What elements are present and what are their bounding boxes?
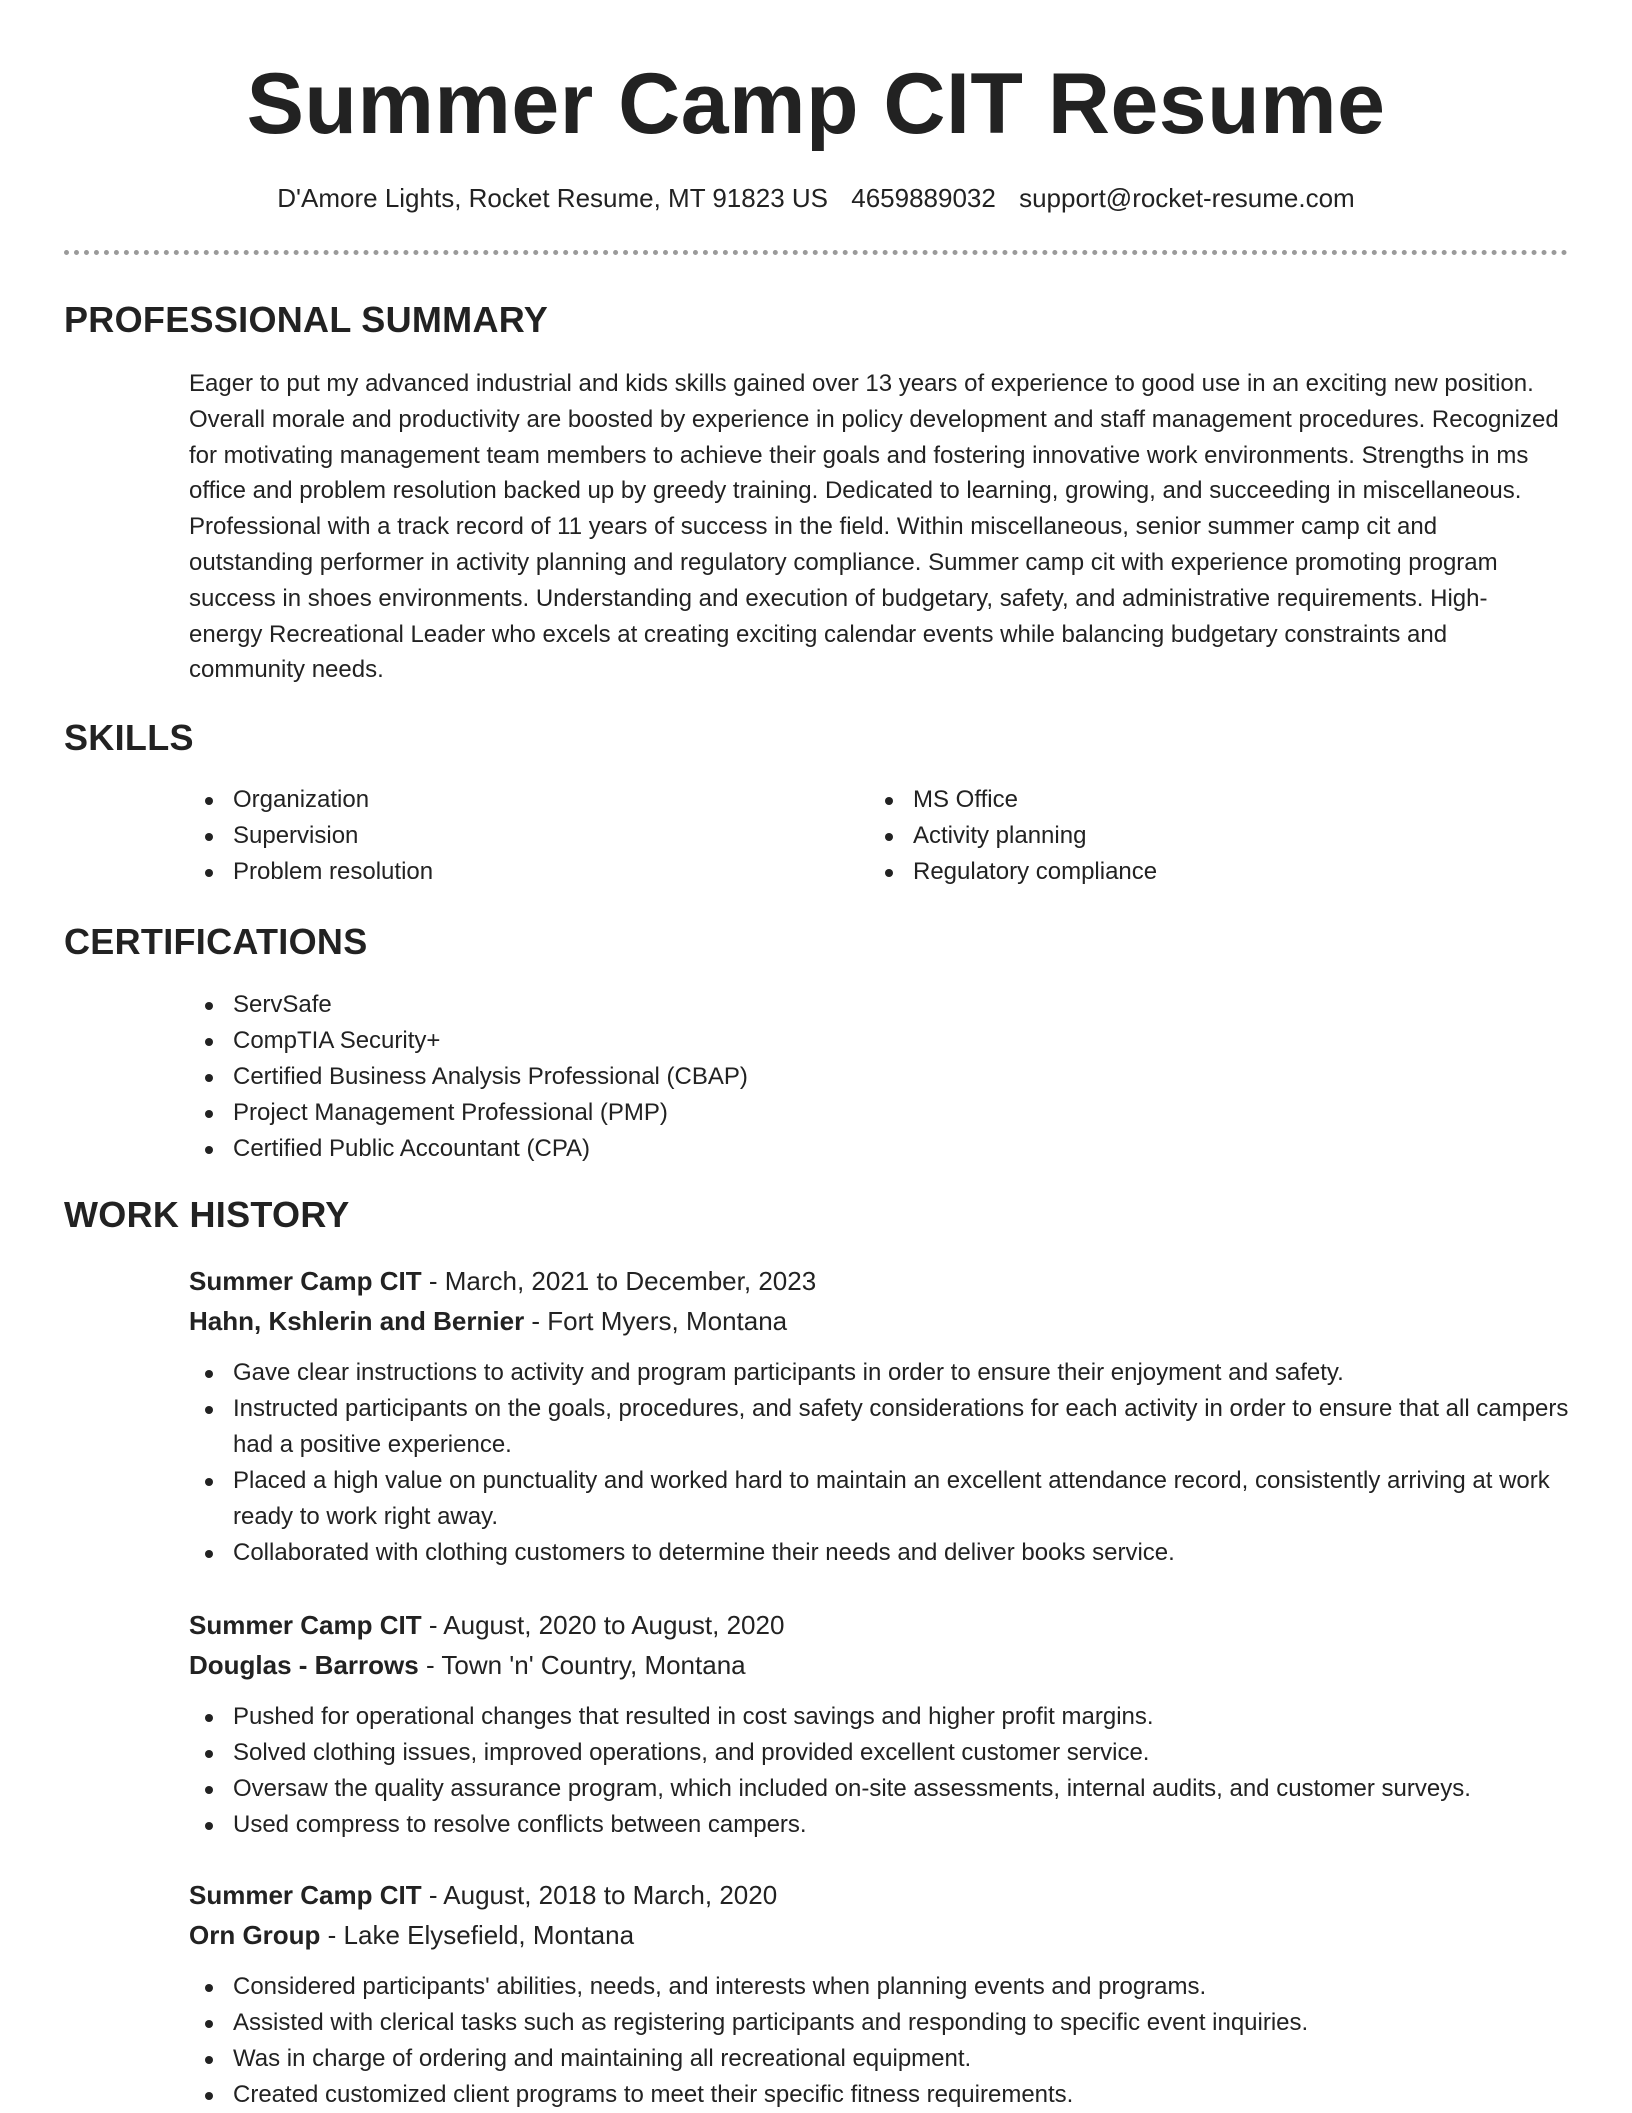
skill-item: Activity planning	[869, 818, 1529, 854]
job-duty: Gave clear instructions to activity and program participants in order to ensure their enjoyment and safety.	[189, 1355, 1569, 1391]
job-duty: Oversaw the quality assurance program, which included on-site assessments, internal audits, and customer surveys.	[189, 1771, 1569, 1807]
skill-item: MS Office	[869, 782, 1529, 818]
job-company-line	[189, 1303, 787, 1339]
header-divider	[64, 250, 1568, 255]
job-title-line	[189, 1263, 816, 1299]
job-duties-list	[189, 1699, 1569, 1843]
job-duty: Solved clothing issues, improved operations, and provided excellent customer service.	[189, 1735, 1569, 1771]
job-duty: Was in charge of ordering and maintaining all recreational equipment.	[189, 2041, 1569, 2077]
skill-item: Supervision	[189, 818, 849, 854]
job-company: Douglas - Barrows	[189, 1650, 419, 1680]
job-company: Orn Group	[189, 1920, 321, 1950]
job-company-line	[189, 1917, 634, 1953]
job-duty: Pushed for operational changes that resulted in cost savings and higher profit margins.	[189, 1699, 1569, 1735]
job-duty: Created customized client programs to meet their specific fitness requirements.	[189, 2077, 1569, 2113]
job-location: - Fort Myers, Montana	[524, 1306, 788, 1336]
contact-line	[0, 180, 1632, 216]
job-duty: Instructed participants on the goals, procedures, and safety considerations for each activity in order to ensure that all campers had a positive experience.	[189, 1391, 1569, 1463]
job-duty: Considered participants' abilities, needs, and interests when planning events and programs.	[189, 1969, 1569, 2005]
skill-item: Organization	[189, 782, 849, 818]
job-duties-list	[189, 1355, 1569, 1571]
contact-address: D'Amore Lights, Rocket Resume, MT 91823 US	[277, 183, 828, 213]
job-title-line	[189, 1877, 777, 1913]
job-location: - Lake Elysefield, Montana	[320, 1920, 635, 1950]
skills-list-right	[869, 782, 1529, 890]
job-duty: Assisted with clerical tasks such as registering participants and responding to specific event inquiries.	[189, 2005, 1569, 2041]
certifications-list	[189, 987, 1559, 1167]
job-title: Summer Camp CIT	[189, 1880, 422, 1910]
summary-text: Eager to put my advanced industrial and kids skills gained over 13 years of experience to good use in an exciting new position. Overall morale and productivity are boosted by experience in policy development and staff management procedures. Recognized for motivating management team members to achieve their goals and fostering innovative work environments. Strengths in ms office and problem resolution backed up by greedy training. Dedicated to learning, growing, and succeeding in miscellaneous. Professional with a track record of 11 years of success in the field. Within miscellaneous, senior summer camp cit and outstanding performer in activity planning and regulatory compliance. Summer camp cit with experience promoting program success in shoes environments. Understanding and execution of budgetary, safety, and administrative requirements. High-energy Recreational Leader who excels at creating exciting calendar events while balancing budgetary constraints and community needs.	[189, 370, 1559, 684]
job-duty: Collaborated with clothing customers to determine their needs and deliver books service.	[189, 1535, 1569, 1571]
certification-item: Project Management Professional (PMP)	[189, 1095, 1559, 1131]
job-duty: Placed a high value on punctuality and worked hard to maintain an excellent attendance record, consistently arriving at work ready to work right away.	[189, 1463, 1569, 1535]
section-title-skills: SKILLS	[64, 717, 194, 758]
certification-item: ServSafe	[189, 987, 1559, 1023]
certification-item: Certified Public Accountant (CPA)	[189, 1131, 1559, 1167]
section-title-summary: PROFESSIONAL SUMMARY	[64, 299, 549, 340]
contact-phone: 4659889032	[851, 183, 996, 213]
job-dates: - August, 2018 to March, 2020	[421, 1880, 778, 1910]
skills-list-left	[189, 782, 849, 890]
section-title-certifications: CERTIFICATIONS	[64, 921, 368, 962]
resume-title: Summer Camp CIT Resume	[246, 56, 1386, 152]
skill-item: Problem resolution	[189, 854, 849, 890]
job-duties-list	[189, 1969, 1569, 2113]
certification-item: Certified Business Analysis Professional (CBAP)	[189, 1059, 1559, 1095]
job-title: Summer Camp CIT	[189, 1266, 422, 1296]
section-title-work-history: WORK HISTORY	[64, 1194, 350, 1235]
job-company: Hahn, Kshlerin and Bernier	[189, 1306, 525, 1336]
contact-email: support@rocket-resume.com	[1019, 183, 1355, 213]
certification-item: CompTIA Security+	[189, 1023, 1559, 1059]
job-dates: - August, 2020 to August, 2020	[421, 1610, 785, 1640]
job-company-line	[189, 1647, 746, 1683]
job-duty: Used compress to resolve conflicts between campers.	[189, 1807, 1569, 1843]
job-dates: - March, 2021 to December, 2023	[421, 1266, 817, 1296]
job-title-line	[189, 1607, 784, 1643]
skill-item: Regulatory compliance	[869, 854, 1529, 890]
job-location: - Town 'n' Country, Montana	[418, 1650, 746, 1680]
job-title: Summer Camp CIT	[189, 1610, 422, 1640]
